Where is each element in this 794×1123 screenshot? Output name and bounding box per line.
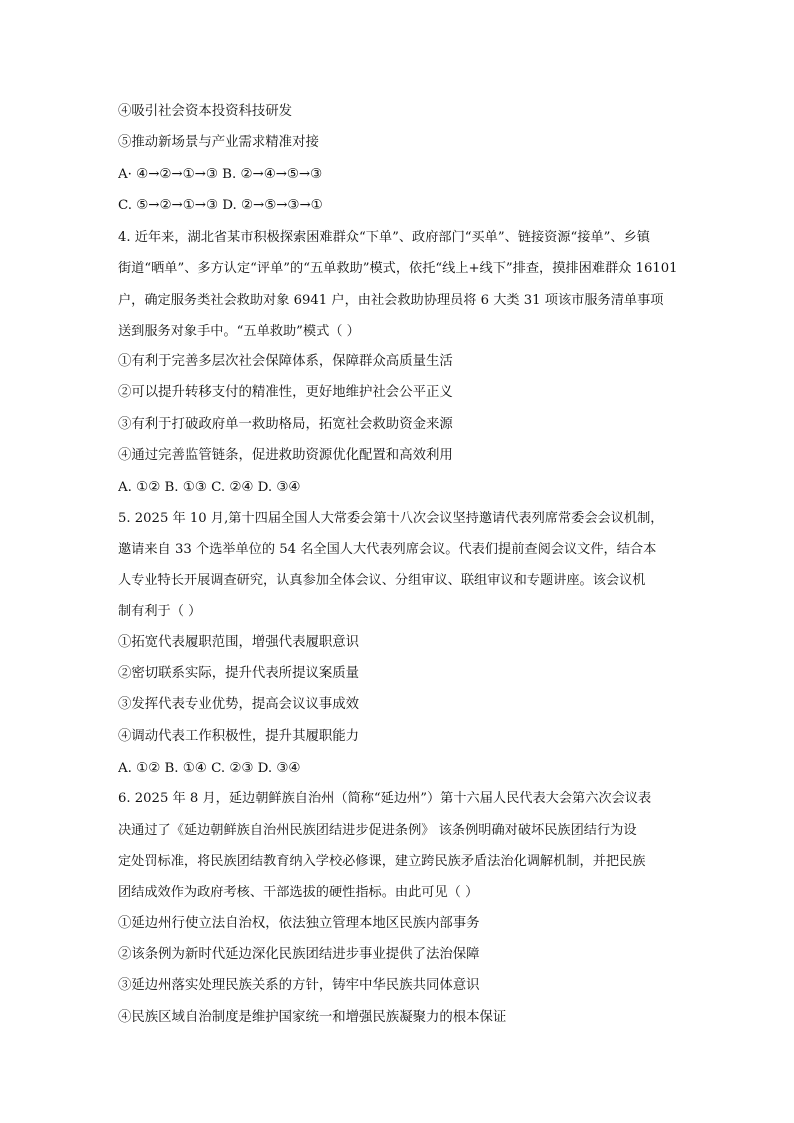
q6-stem-line-4: 团结成效作为政府考核、干部选拔的硬性指标。由此可见（ ） (118, 885, 479, 900)
q5-choices: A. ①② B. ①④ C. ②③ D. ③④ (118, 761, 301, 776)
q4-option-4: ④通过完善监管链条，促进救助资源优化配置和高效利用 (118, 448, 453, 463)
q5-stem-line-3: 人专业特长开展调查研究，认真参加全体会议、分组审议、联组审议和专题讲座。该会议机 (118, 573, 646, 588)
q5-option-4: ④调动代表工作积极性，提升其履职能力 (118, 729, 360, 744)
q4-stem-line-1: 4. 近年来，湖北省某市积极探索困难群众“下单”、政府部门“买单”、链接资源“接单”、乡镇 (118, 230, 650, 245)
q4-choices: A. ①② B. ①③ C. ②④ D. ③④ (118, 480, 301, 495)
q6-stem-line-3: 定处罚标准，将民族团结教育纳入学校必修课，建立跨民族矛盾法治化调解机制，并把民族 (118, 854, 646, 869)
q6-stem-line-1: 6. 2025 年 8 月，延边朝鲜族自治州（简称“延边州”）第十六届人民代表大会第六次会议表 (118, 791, 652, 806)
q3-option-5: ⑤推动新场景与产业需求精准对接 (118, 135, 319, 150)
q4-option-1: ①有利于完善多层次社会保障体系，保障群众高质量生活 (118, 354, 453, 369)
q5-stem-line-4: 制有利于（ ） (118, 604, 202, 619)
q4-stem-line-2: 街道“晒单”、多方认定“评单”的“五单救助”模式，依托“线上+线下”排查，摸排困难群众 16101 (118, 261, 678, 276)
q5-option-1: ①拓宽代表履职范围，增强代表履职意识 (118, 635, 360, 650)
q6-option-2: ②该条例为新时代延边深化民族团结进步事业提供了法治保障 (118, 947, 480, 962)
q6-option-4: ④民族区域自治制度是维护国家统一和增强民族凝聚力的根本保证 (118, 1010, 507, 1025)
q4-option-3: ③有利于打破政府单一救助格局，拓宽社会救助资金来源 (118, 417, 453, 432)
q5-stem-line-1: 5. 2025 年 10 月,第十四届全国人大常委会第十八次会议坚持邀请代表列席常委会会议机制， (118, 511, 664, 526)
q6-stem-line-2: 决通过了《延边朝鲜族自治州民族团结进步促进条例》 该条例明确对破坏民族团结行为设 (118, 823, 637, 838)
q5-option-3: ③发挥代表专业优势，提高会议议事成效 (118, 697, 360, 712)
q4-stem-line-4: 送到服务对象手中。“五单救助”模式（ ） (118, 324, 360, 339)
q3-choices-ab: A· ④→②→①→③ B. ②→④→⑤→③ (118, 167, 323, 182)
q3-choices-cd: C. ⑤→②→①→③ D. ②→⑤→③→① (118, 198, 323, 213)
q5-stem-line-2: 邀请来自 33 个选举单位的 54 名全国人大代表列席会议。代表们提前查阅会议文件，结合本 (118, 542, 657, 557)
q5-option-2: ②密切联系实际，提升代表所提议案质量 (118, 666, 360, 681)
q3-option-4: ④吸引社会资本投资科技研发 (118, 104, 293, 119)
q4-option-2: ②可以提升转移支付的精准性，更好地维护社会公平正义 (118, 385, 453, 400)
q6-option-1: ①延边州行使立法自治权，依法独立管理本地区民族内部事务 (118, 916, 480, 931)
q4-stem-line-3: 户，确定服务类社会救助对象 6941 户，由社会救助协理员将 6 大类 31 项该市服务清单事项 (118, 293, 664, 308)
q6-option-3: ③延边州落实处理民族关系的方针，铸牢中华民族共同体意识 (118, 978, 480, 993)
